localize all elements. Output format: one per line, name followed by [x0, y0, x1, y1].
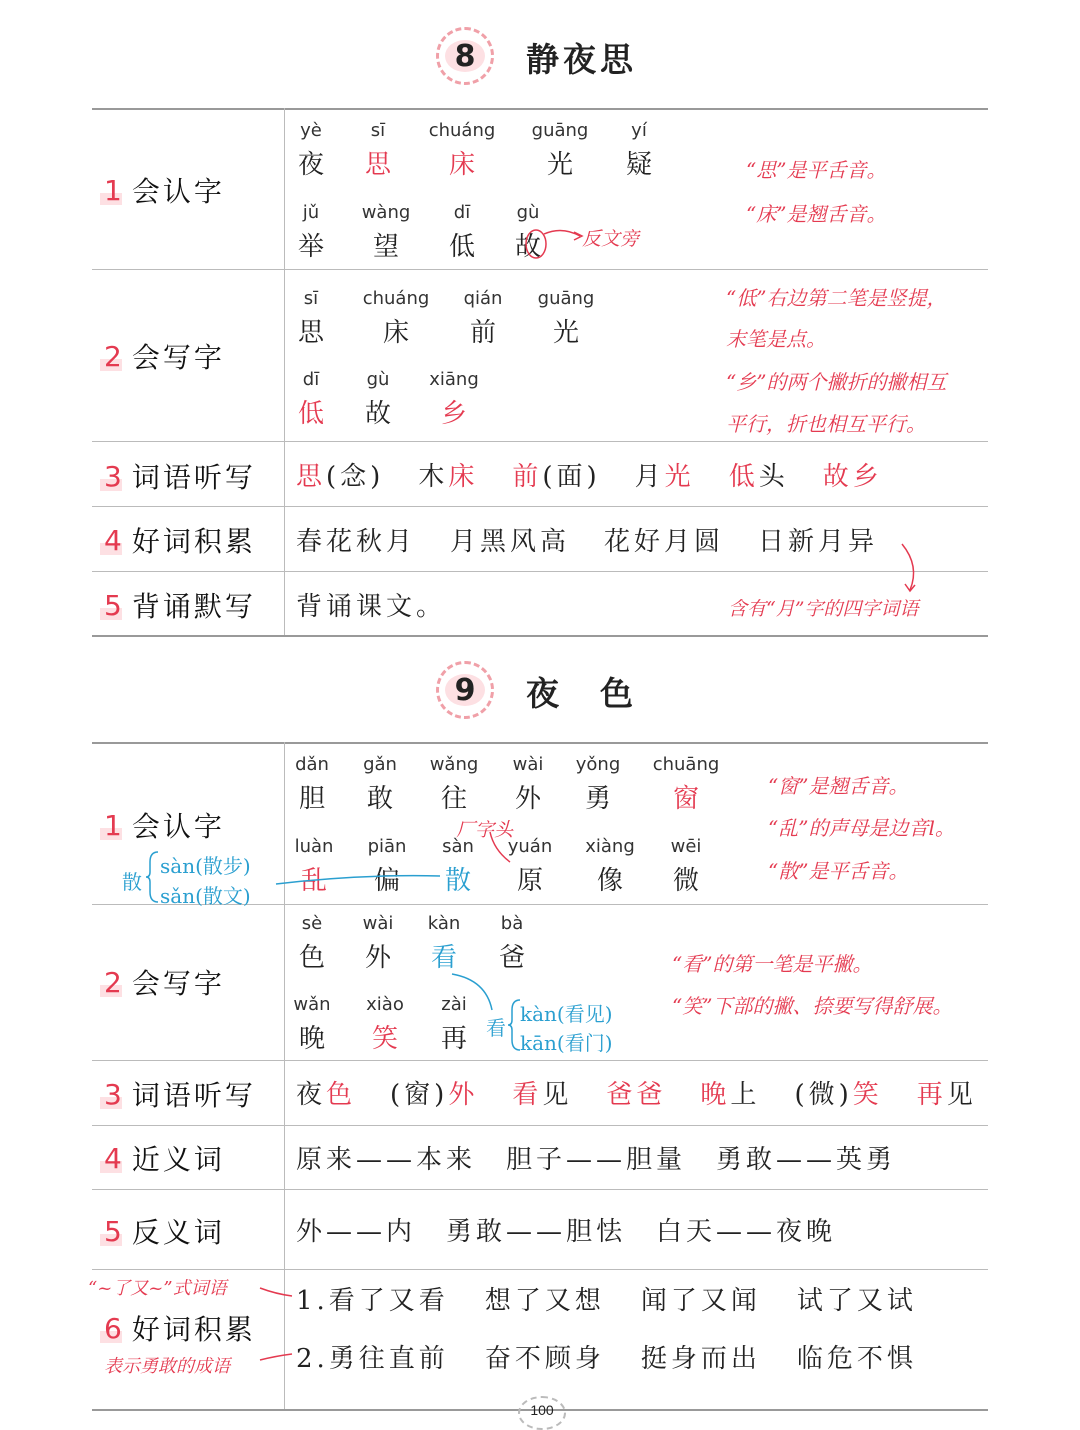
dictation-part: 木 [418, 462, 449, 492]
char-cell [274, 754, 350, 815]
lesson9-row-label: 5 反义词 [104, 1214, 225, 1249]
hanzi: 原 [516, 866, 543, 896]
hanzi: 光 [552, 318, 579, 348]
lesson8-rec-note: “思”是平舌音。 [746, 158, 887, 182]
pinyin: sè [301, 913, 323, 934]
pinyin: yí [631, 120, 647, 141]
char-cell [560, 754, 636, 815]
char-cell [274, 994, 350, 1055]
hanzi: 像 [596, 866, 623, 896]
pinyin: kàn [427, 913, 461, 934]
hanzi: 笑 [371, 1024, 398, 1054]
dictation-word [729, 462, 789, 492]
hanzi: 光 [546, 150, 573, 180]
hanzi: 外 [514, 784, 541, 814]
hanzi: 举 [297, 232, 324, 262]
char-cell [347, 994, 423, 1055]
pinyin: yè [300, 120, 322, 141]
pinyin: dī [302, 369, 320, 390]
lesson9-words-row1 [296, 1280, 953, 1317]
kan-poly-char: 看 [486, 1016, 506, 1040]
dictation-word [512, 1080, 572, 1110]
char-cell [340, 120, 416, 181]
dictation-word [296, 1080, 356, 1110]
char-cell [340, 913, 416, 974]
word-item: 春花秋月 [296, 527, 417, 557]
hanzi: 故 [514, 232, 541, 262]
dictation-part: 再 [916, 1080, 947, 1110]
lesson9-rec-note: “散”是平舌音。 [768, 859, 909, 883]
hanzi: 敢 [366, 784, 393, 814]
char-cell [273, 202, 349, 263]
pinyin: wēi [670, 836, 702, 857]
page-number: 100 [518, 1396, 566, 1430]
divider [92, 506, 988, 507]
pinyin: wài [512, 754, 544, 775]
char-cell [273, 120, 349, 181]
dictation-part: (窗) [390, 1080, 449, 1110]
dictation-part: 故 [822, 462, 853, 492]
dictation-part: 头 [758, 462, 789, 492]
dictation-part: 夜 [296, 1080, 327, 1110]
lesson8-row-label: 1 会认字 [104, 173, 225, 208]
word-item: 白天——夜晚 [656, 1217, 837, 1247]
char-cell [273, 369, 349, 430]
pinyin: chuáng [428, 120, 496, 141]
lesson8-top-rule [92, 108, 988, 110]
lesson8-write-note: “低”右边第二笔是竖提， [726, 286, 947, 310]
pinyin: gù [366, 369, 390, 390]
hanzi: 爸 [498, 943, 525, 973]
hanzi: 勇 [584, 784, 611, 814]
divider [92, 1125, 988, 1126]
pinyin: sàn [442, 836, 474, 857]
pinyin: wài [362, 913, 394, 934]
hanzi: 疑 [625, 150, 652, 180]
dictation-part: (面) [542, 462, 601, 492]
char-cell [648, 836, 724, 897]
dictation-word [700, 1080, 760, 1110]
dictation-part: (念) [326, 462, 385, 492]
arrow-icon [270, 866, 450, 896]
char-cell [445, 288, 521, 349]
hanzi: 看 [430, 943, 457, 973]
kan-poly-b: kān(看门) [520, 1031, 613, 1055]
lesson9-header [0, 656, 1080, 726]
hanzi: 望 [372, 232, 399, 262]
char-cell [342, 754, 418, 815]
dictation-word [635, 462, 695, 492]
pinyin: jǔ [302, 202, 320, 223]
word-item: 试了又试 [796, 1286, 917, 1316]
divider [92, 441, 988, 442]
dictation-part: 爸 [606, 1080, 637, 1110]
dictation-part: 低 [728, 462, 759, 492]
lesson9-rec-note: “乱”的声母是边音l。 [768, 816, 955, 840]
word-item: 1.看了又看 [296, 1286, 449, 1316]
kan-poly-a: kàn(看见) [520, 1002, 613, 1026]
char-cell [572, 836, 648, 897]
char-cell [424, 120, 500, 181]
dictation-word [418, 462, 478, 492]
dictation-word [512, 462, 600, 492]
dictation-part: 外 [448, 1080, 479, 1110]
word-item: 花好月圆 [604, 527, 725, 557]
lesson9-row-label: 1 会认字 [104, 808, 225, 843]
pinyin: luàn [294, 836, 334, 857]
lesson9-words2-note: 表示勇敢的成语 [104, 1356, 230, 1377]
lesson8-row-label: 3 词语听写 [104, 459, 256, 494]
hanzi: 夜 [297, 150, 324, 180]
lesson9-synonyms [296, 1139, 926, 1176]
pinyin: bà [500, 913, 524, 934]
hanzi: 胆 [298, 784, 325, 814]
divider [92, 1189, 988, 1190]
lesson9-antonyms [296, 1211, 866, 1248]
char-cell [348, 202, 424, 263]
word-item: 日新月异 [758, 527, 879, 557]
dictation-word [794, 1080, 882, 1110]
lesson8-good-words [296, 521, 912, 558]
hanzi: 乡 [440, 399, 467, 429]
pinyin: xiào [366, 994, 404, 1015]
divider [92, 269, 988, 270]
hanzi: 往 [440, 784, 467, 814]
dictation-word [823, 462, 883, 492]
san-poly-a: sàn(散步) [160, 854, 251, 878]
char-cell [528, 288, 604, 349]
word-item: 月黑风高 [450, 527, 571, 557]
lesson9-write-note: “笑”下部的撇、捺要写得舒展。 [672, 994, 953, 1018]
hanzi: 思 [297, 318, 324, 348]
dictation-part: 笑 [852, 1080, 883, 1110]
dictation-word [606, 1080, 666, 1110]
pinyin: gǎn [363, 754, 397, 775]
dictation-part: 月 [634, 462, 665, 492]
pinyin: guāng [537, 288, 595, 309]
hanzi: 微 [672, 866, 699, 896]
char-cell [601, 120, 677, 181]
arrow-icon [446, 970, 506, 1020]
lesson8-number-badge [436, 27, 494, 85]
hanzi: 低 [448, 232, 475, 262]
pinyin: chuáng [362, 288, 430, 309]
hanzi: 窗 [672, 784, 699, 814]
lesson8-title: 静夜思 [526, 40, 637, 79]
hanzi: 外 [364, 943, 391, 973]
dictation-part: 色 [326, 1080, 357, 1110]
lesson9-words-row2 [296, 1338, 953, 1375]
radical-annotation-icon [510, 222, 590, 262]
dictation-part: (微) [794, 1080, 853, 1110]
lesson9-write-note: “看”的第一笔是平撇。 [672, 952, 873, 976]
dictation-part: 乡 [852, 462, 883, 492]
char-cell [416, 754, 492, 815]
pinyin: chuāng [652, 754, 720, 775]
pinyin: qián [463, 288, 503, 309]
char-cell [274, 913, 350, 974]
dictation-part: 光 [664, 462, 695, 492]
char-cell [273, 288, 349, 349]
char-cell [358, 288, 434, 349]
lesson9-row-label: 2 会写字 [104, 965, 225, 1000]
hanzi: 思 [364, 150, 391, 180]
dictation-part: 晚 [700, 1080, 731, 1110]
word-item: 2.勇往直前 [296, 1344, 449, 1374]
pinyin: dǎn [295, 754, 329, 775]
lesson9-number: 9 [454, 672, 476, 708]
word-item: 想了又想 [484, 1286, 605, 1316]
word-item: 原来——本来 [296, 1145, 477, 1175]
pinyin: yǒng [575, 754, 621, 775]
divider [92, 1269, 988, 1270]
char-cell [424, 202, 500, 263]
lesson8-write-note: 末笔是点。 [726, 327, 826, 351]
pinyin: xiāng [429, 369, 479, 390]
word-item: 挺身而出 [640, 1344, 761, 1374]
char-cell [406, 913, 482, 974]
pinyin: guāng [531, 120, 589, 141]
hanzi: 乱 [300, 866, 327, 896]
lesson8-header [0, 22, 1080, 92]
dictation-part: 上 [730, 1080, 761, 1110]
hanzi: 色 [298, 943, 325, 973]
lesson9-title: 夜 色 [526, 674, 637, 713]
divider [92, 1060, 988, 1061]
lesson9-row-label: 4 近义词 [104, 1141, 225, 1176]
pinyin: sī [370, 120, 386, 141]
dictation-part: 前 [512, 462, 543, 492]
pinyin: xiàng [585, 836, 635, 857]
dictation-part: 见 [946, 1080, 977, 1110]
lesson9-radical-note: 厂字头 [456, 819, 514, 841]
pinyin: dī [453, 202, 471, 223]
char-cell [648, 754, 724, 815]
dictation-part: 思 [296, 462, 327, 492]
dictation-word [917, 1080, 977, 1110]
arrow-icon [480, 828, 520, 868]
word-item: 勇敢——胆怯 [446, 1217, 627, 1247]
lesson9-row-label: 6 好词积累 [104, 1311, 256, 1346]
lesson8-radical-note: 反文旁 [582, 228, 640, 250]
word-item: 临危不惧 [796, 1344, 917, 1374]
hanzi: 散 [444, 866, 471, 896]
lesson9-top-rule [92, 742, 988, 744]
pinyin: gù [516, 202, 540, 223]
dictation-part: 见 [542, 1080, 573, 1110]
dictation-part: 床 [448, 462, 479, 492]
hanzi: 故 [364, 399, 391, 429]
lesson8-row-label: 5 背诵默写 [104, 588, 256, 623]
dictation-part: 爸 [636, 1080, 667, 1110]
pinyin: yuán [507, 836, 553, 857]
lesson8-row-label: 4 好词积累 [104, 523, 256, 558]
pinyin: zài [441, 994, 467, 1015]
hanzi: 再 [440, 1024, 467, 1054]
hanzi: 低 [297, 399, 324, 429]
char-cell [490, 754, 566, 815]
lesson9-words1-note: “~了又~”式词语 [88, 1278, 227, 1299]
word-item: 胆子——胆量 [506, 1145, 687, 1175]
arrow-icon [256, 1284, 300, 1374]
word-item: 勇敢——英勇 [716, 1145, 897, 1175]
lesson8-number: 8 [454, 38, 476, 74]
san-poly-char: 散 [122, 870, 142, 894]
dictation-word [296, 462, 384, 492]
lesson8-write-note: “乡”的两个撇折的撇相互 [726, 370, 947, 394]
lesson8-dictation [296, 456, 917, 493]
lesson9-dictation [296, 1074, 1011, 1111]
san-poly-b: sǎn(散文) [160, 884, 251, 908]
divider [92, 571, 988, 572]
word-item: 外——内 [296, 1217, 417, 1247]
hanzi: 床 [382, 318, 409, 348]
word-item: 奋不顾身 [484, 1344, 605, 1374]
pinyin: sī [303, 288, 319, 309]
pinyin: piān [367, 836, 407, 857]
lesson8-good-words-note: 含有“月”字的四字词语 [728, 598, 919, 620]
pinyin: wàng [361, 202, 411, 223]
lesson8-rec-note: “床”是翘舌音。 [746, 202, 887, 226]
lesson9-number-badge [436, 661, 494, 719]
word-item: 闻了又闻 [640, 1286, 761, 1316]
arrow-icon [890, 540, 930, 596]
lesson8-write-note: 平行，折也相互平行。 [726, 412, 926, 436]
lesson9-rec-note: “窗”是翘舌音。 [768, 774, 909, 798]
pinyin: wǎng [429, 754, 479, 775]
char-cell [416, 369, 492, 430]
char-cell [340, 369, 416, 430]
pinyin: wǎn [293, 994, 331, 1015]
lesson8-row-label: 2 会写字 [104, 339, 225, 374]
lesson8-recite: 背诵课文。 [296, 592, 447, 622]
hanzi: 前 [469, 318, 496, 348]
dictation-part: 看 [512, 1080, 543, 1110]
char-cell [522, 120, 598, 181]
hanzi: 偏 [373, 866, 400, 896]
hanzi: 晚 [298, 1024, 325, 1054]
char-cell [474, 913, 550, 974]
lesson9-row-label: 3 词语听写 [104, 1077, 256, 1112]
dictation-word [390, 1080, 478, 1110]
lesson8-bottom-rule [92, 635, 988, 637]
hanzi: 床 [448, 150, 475, 180]
